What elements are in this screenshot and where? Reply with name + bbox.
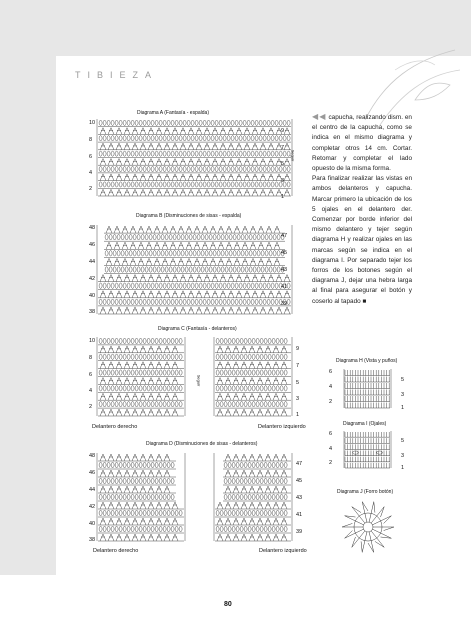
row-number: 2 [329, 460, 333, 466]
diagram-i-chart [335, 428, 405, 472]
row-number: 5 [401, 377, 405, 383]
diagram-b-title: Diagrama B (Disminuciones de sisas - espalda) [136, 213, 242, 219]
diagram-h-title: Diagrama H (Vista y puños) [336, 358, 398, 364]
row-number: 46 [89, 242, 96, 248]
row-number: 1 [401, 465, 405, 471]
diagram-c-left-front-chart [205, 334, 303, 420]
row-number: 1 [296, 412, 300, 418]
row-number: 9 [281, 128, 285, 134]
row-number: 2 [89, 404, 93, 410]
row-number: 3 [401, 392, 405, 398]
row-number: 41 [281, 284, 288, 290]
row-number: 41 [296, 512, 303, 518]
row-number: 8 [89, 137, 93, 143]
row-number: 44 [89, 259, 96, 265]
row-number: 44 [89, 487, 96, 493]
diagram-j-title: Diagrama J (Forro botón) [337, 489, 394, 495]
row-number: 6 [329, 369, 333, 375]
row-number: 39 [296, 529, 303, 535]
paragraph-1: capucha, realizando dism. en el centro de la capucha, como se indica en el mismo diagrama y completar otros 14 cm. Cortar. Retomar y completar el lado opuesto de la misma forma. [312, 114, 412, 173]
diagram-i-title: Diagrama I (Ojales) [343, 421, 387, 427]
row-number: 42 [89, 504, 96, 510]
row-number: 1 [401, 405, 405, 411]
row-number: 8 [89, 355, 93, 361]
row-number: 3 [281, 178, 285, 184]
instructions-text [312, 112, 412, 307]
diagram-c-right-front-chart [88, 334, 196, 420]
row-number: 47 [281, 233, 288, 239]
row-number: 2 [89, 186, 93, 192]
row-number: 43 [296, 495, 303, 501]
row-number: 9 [296, 346, 300, 352]
row-number: 40 [89, 293, 96, 299]
diagram-a-title: Diagrama A (Fantasía - espalda) [137, 110, 209, 116]
row-number: 45 [296, 478, 303, 484]
section-brand: TIBIEZA [75, 70, 159, 80]
diagram-b-chart [88, 222, 303, 318]
row-number: 3 [296, 396, 300, 402]
row-number: 4 [89, 388, 93, 394]
row-number: 43 [281, 267, 288, 273]
row-number: 5 [296, 380, 300, 386]
right-front-label: Delantero derecho [92, 424, 138, 430]
row-number: 2 [329, 399, 333, 405]
diagram-d-title: Diagrama D (Disminuciones de sisas - delanteros) [146, 441, 258, 447]
row-number: 3 [401, 453, 405, 459]
row-number: 39 [281, 301, 288, 307]
row-number: 6 [89, 154, 93, 160]
paragraph-2: Para finalizar realizar las vistas en ambos delanteros y capucha. Marcar primero la ubicación de los 5 ojales en el delantero der. Comenzar por borde inferior del mismo delantero y tejer según diagrama H y realizar ojales en las marcas según se indica en el diagrama I. Por separado tejer los forros de los botones según el diagrama J, dejar una hebra larga al final para asegurar el botón y coserlo al tapado ■ [312, 175, 412, 305]
row-number: 47 [296, 461, 303, 467]
page-bottom [0, 575, 471, 640]
left-front-label: Delantero izquierdo [259, 548, 307, 554]
row-number: 4 [329, 384, 333, 390]
row-number: 5 [281, 161, 285, 167]
repeat-label: Seguir [290, 149, 296, 162]
right-front-label: Delantero derecho [93, 548, 139, 554]
row-number: 42 [89, 276, 96, 282]
row-number: 48 [89, 225, 96, 231]
row-number: 6 [89, 372, 93, 378]
continuation-arrows-icon: ◀◀ [312, 112, 327, 121]
repeat-label: Seguir [196, 374, 202, 387]
row-number: 10 [89, 338, 96, 344]
row-number: 10 [89, 120, 96, 126]
diagram-h-chart [335, 366, 405, 412]
row-number: 5 [401, 438, 405, 444]
row-number: 7 [296, 363, 300, 369]
diagram-d-left-front-chart [205, 450, 303, 545]
row-number: 48 [89, 453, 96, 459]
diagram-a-chart [88, 116, 303, 200]
diagram-j-button-cover-chart [338, 497, 398, 557]
row-number: 38 [89, 537, 96, 543]
row-number: 40 [89, 521, 96, 527]
row-number: 45 [281, 250, 288, 256]
row-number: 1 [281, 194, 285, 200]
left-front-label: Delantero izquierdo [258, 424, 306, 430]
page-number: 80 [224, 601, 232, 608]
diagram-c-title: Diagrama C (Fantasía - delanteros) [158, 326, 237, 332]
row-number: 46 [89, 470, 96, 476]
row-number: 4 [329, 446, 333, 452]
row-number: 7 [281, 145, 285, 151]
row-number: 4 [89, 170, 93, 176]
row-number: 6 [329, 431, 333, 437]
diagram-d-right-front-chart [88, 450, 196, 545]
row-number: 38 [89, 309, 96, 315]
